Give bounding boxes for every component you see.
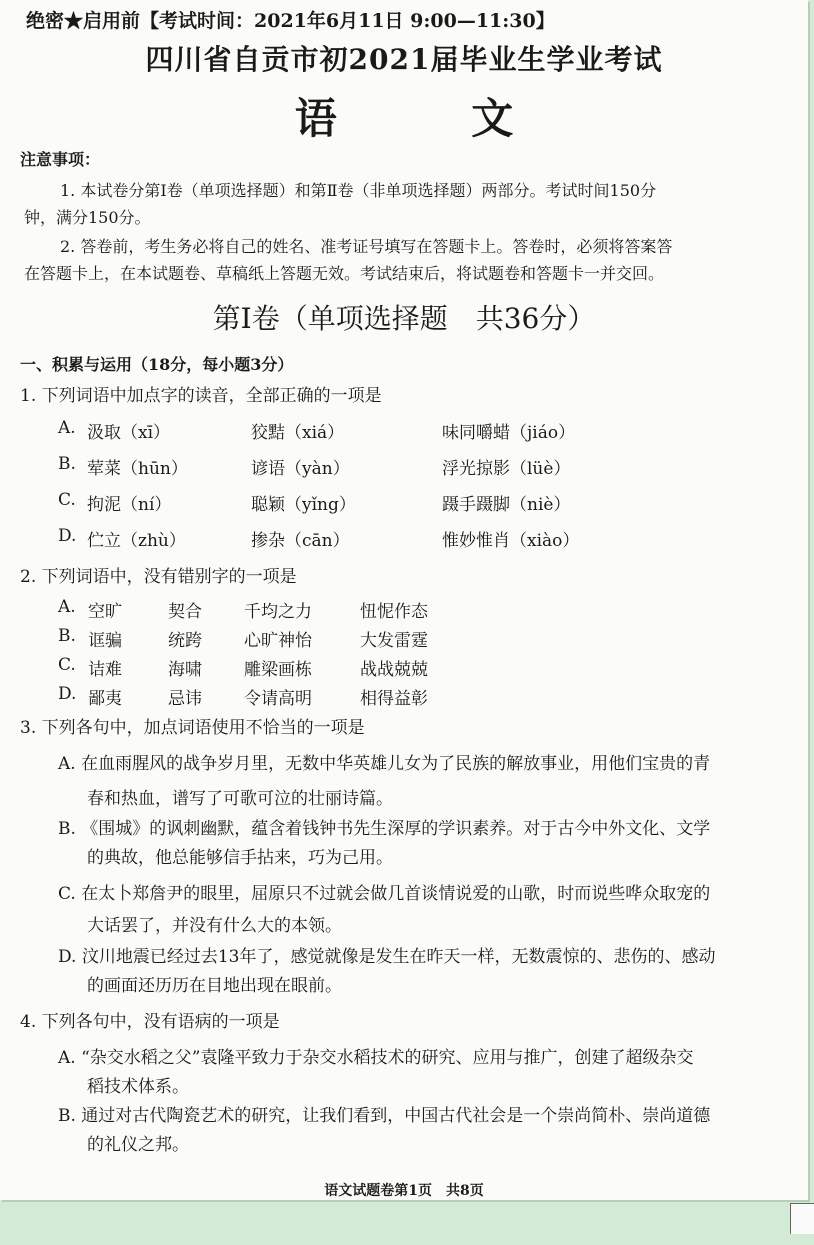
q1-option-word: 伫立（zhù） bbox=[87, 531, 186, 551]
exam-title: 四川省自贡市初2021届毕业生学业考试 bbox=[145, 43, 663, 76]
q1-option-word: 拘泥（ní） bbox=[87, 495, 172, 515]
q3-option-c-cont: 大话罢了，并没有什么大的本领。 bbox=[87, 916, 342, 936]
q3-option-b-cont: 的典故，他总能够信手拈来，巧为己用。 bbox=[87, 848, 393, 868]
notice-item-2-cont: 在答题卡上，在本试题卷、草稿纸上答题无效。考试结束后，将试题卷和答题卡一并交回。 bbox=[24, 264, 665, 283]
q2-option-word: 鄙夷 bbox=[88, 689, 122, 709]
q4-option-b: B. 通过对古代陶瓷艺术的研究，让我们看到，中国古代社会是一个崇尚简朴、崇尚道德 bbox=[58, 1106, 711, 1126]
q2-option-word: 战战兢兢 bbox=[360, 660, 428, 680]
q1-option-word: 蹑手蹑脚（niè） bbox=[442, 495, 571, 515]
q2-option-letter: D. bbox=[58, 684, 77, 704]
q1-option-word: 狡黠（xiá） bbox=[251, 423, 345, 443]
q1-option-word: 掺杂（cān） bbox=[251, 531, 350, 551]
q2-option-word: 忌讳 bbox=[168, 689, 202, 709]
section-heading: 一、积累与运用（18分，每小题3分） bbox=[20, 355, 294, 374]
q1-option-word: 浮光掠影（lüè） bbox=[442, 459, 571, 479]
q2-option-word: 诓骗 bbox=[88, 631, 122, 651]
q2-option-letter: A. bbox=[58, 597, 76, 617]
q2-option-word: 相得益彰 bbox=[360, 689, 428, 709]
question-2-stem: 2. 下列词语中，没有错别字的一项是 bbox=[20, 567, 297, 587]
subject-title: 语 文 bbox=[294, 94, 574, 143]
q3-option-a-cont: 春和热血，谱写了可歌可泣的壮丽诗篇。 bbox=[87, 789, 393, 809]
q4-option-a-cont: 稻技术体系。 bbox=[87, 1077, 189, 1097]
q2-option-word: 海啸 bbox=[168, 660, 202, 680]
q2-option-word: 空旷 bbox=[88, 602, 122, 622]
q3-option-b: B. 《围城》的讽刺幽默，蕴含着钱钟书先生深厚的学识素养。对于古今中外文化、文学 bbox=[58, 819, 711, 839]
q2-option-word: 忸怩作态 bbox=[360, 602, 428, 622]
notice-label: 注意事项： bbox=[20, 150, 101, 169]
q4-option-a: A. “杂交水稻之父”袁隆平致力于杂交水稻技术的研究、应用与推广，创建了超级杂交 bbox=[58, 1048, 694, 1068]
q1-option-word: 荤菜（hūn） bbox=[87, 459, 188, 479]
notice-item-1-cont: 钟，满分150分。 bbox=[24, 208, 151, 227]
q1-option-word: 味同嚼蜡（jiáo） bbox=[442, 423, 576, 443]
q1-option-letter: C. bbox=[58, 490, 76, 510]
q1-option-word: 汲取（xī） bbox=[87, 423, 171, 443]
q3-option-d-cont: 的画面还历历在目地出现在眼前。 bbox=[87, 976, 342, 996]
q4-option-b-cont: 的礼仪之邦。 bbox=[87, 1135, 189, 1155]
q2-option-letter: C. bbox=[58, 655, 76, 675]
question-1-stem: 1. 下列词语中加点字的读音，全部正确的一项是 bbox=[20, 386, 382, 406]
q2-option-letter: B. bbox=[58, 626, 76, 646]
q1-option-word: 惟妙惟肖（xiào） bbox=[442, 531, 580, 551]
q2-option-word: 心旷神怡 bbox=[244, 631, 312, 651]
q1-option-word: 谚语（yàn） bbox=[251, 459, 350, 479]
q2-option-word: 大发雷霆 bbox=[360, 631, 428, 651]
q1-option-letter: A. bbox=[58, 418, 76, 438]
q1-option-letter: D. bbox=[58, 526, 77, 546]
confidential-header: 绝密★启用前【考试时间：2021年6月11日 9:00—11:30】 bbox=[26, 10, 555, 32]
q3-option-a: A. 在血雨腥风的战争岁月里，无数中华英雄儿女为了民族的解放事业，用他们宝贵的青 bbox=[58, 754, 711, 774]
q2-option-word: 雕梁画栋 bbox=[244, 660, 312, 680]
q1-option-letter: B. bbox=[58, 454, 76, 474]
q2-option-word: 诘难 bbox=[88, 660, 122, 680]
page-corner-fold bbox=[790, 1203, 814, 1234]
q3-option-d: D. 汶川地震已经过去13年了，感觉就像是发生在昨天一样，无数震惊的、悲伤的、感动 bbox=[58, 947, 716, 967]
question-3-stem: 3. 下列各句中，加点词语使用不恰当的一项是 bbox=[20, 718, 365, 738]
q1-option-word: 聪颖（yǐng） bbox=[251, 495, 356, 515]
part-1-title: 第Ⅰ卷（单项选择题 共36分） bbox=[212, 302, 596, 335]
q2-option-word: 契合 bbox=[168, 602, 202, 622]
q2-option-word: 千均之力 bbox=[244, 602, 312, 622]
notice-item-2: 2. 答卷前，考生务必将自己的姓名、准考证号填写在答题卡上。答卷时，必须将答案答 bbox=[60, 237, 673, 256]
notice-item-1: 1. 本试卷分第Ⅰ卷（单项选择题）和第Ⅱ卷（非单项选择题）两部分。考试时间150分 bbox=[60, 181, 657, 200]
q2-option-word: 统跨 bbox=[168, 631, 202, 651]
q2-option-word: 令请高明 bbox=[244, 689, 312, 709]
page-footer: 语文试题卷第1页 共8页 bbox=[324, 1183, 484, 1199]
question-4-stem: 4. 下列各句中，没有语病的一项是 bbox=[20, 1012, 280, 1032]
q3-option-c: C. 在太卜郑詹尹的眼里，屈原只不过就会做几首谈情说爱的山歌，时而说些哗众取宠的 bbox=[58, 884, 711, 904]
